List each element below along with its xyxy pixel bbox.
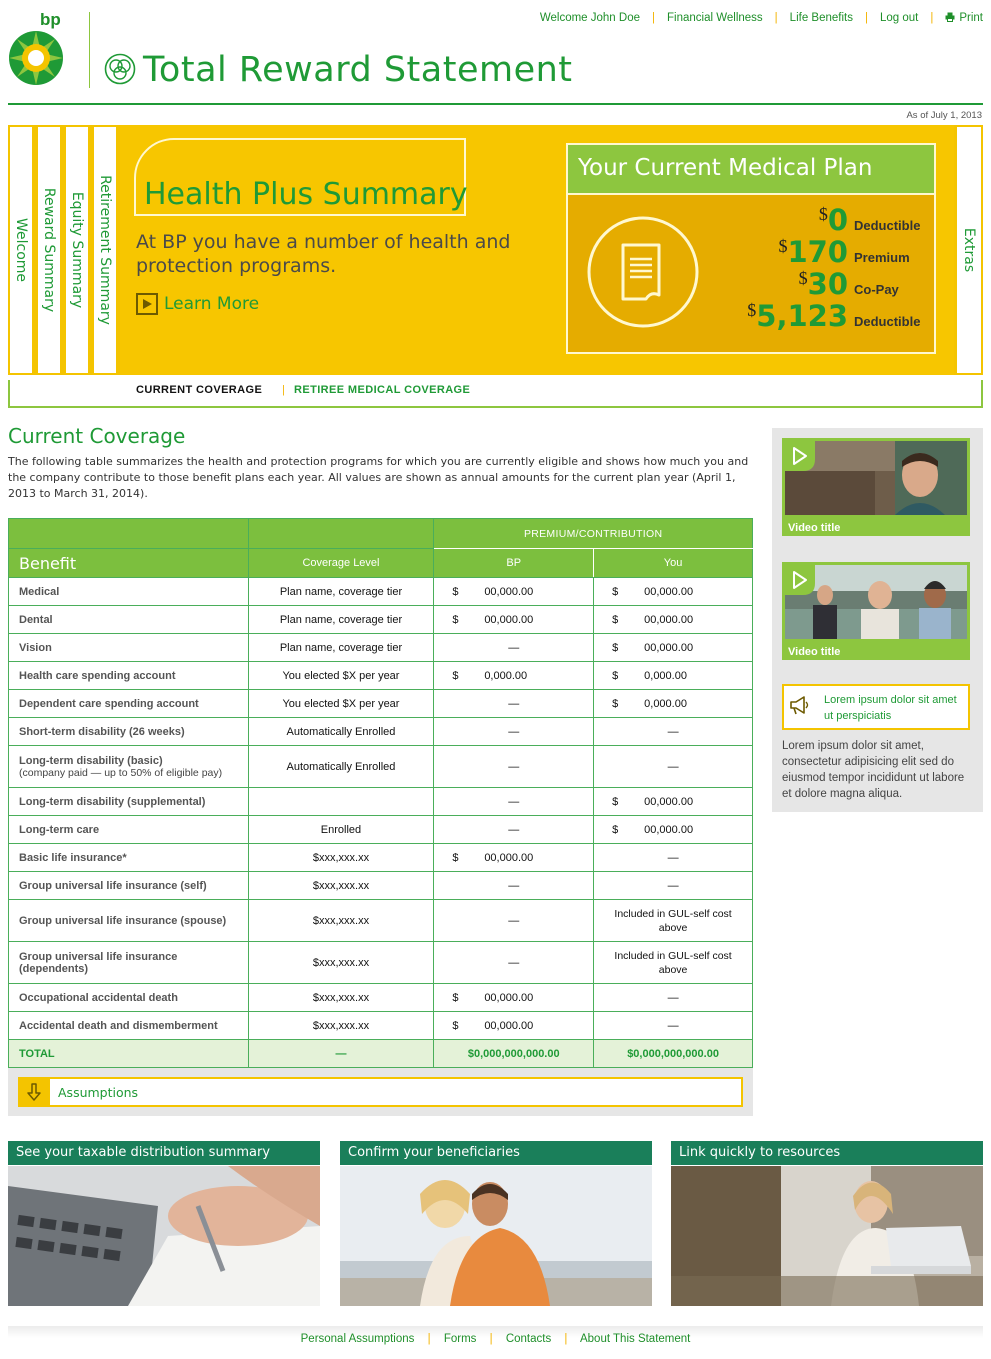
you-cell (594, 900, 753, 942)
coverage-cell: $xxx,xxx.xx (248, 900, 434, 942)
you-amount-cell (594, 662, 753, 690)
header (0, 0, 991, 108)
benefits-table (8, 518, 753, 1068)
page-title: Total Reward Statement (143, 50, 573, 90)
financial-wellness-link[interactable]: Financial Wellness (667, 12, 763, 24)
currency-symbol: $ (612, 585, 619, 598)
table-body (9, 578, 753, 1068)
benefit-cell (9, 662, 249, 690)
plan-label: Deductible (854, 314, 921, 329)
currency-symbol: $ (612, 823, 619, 836)
tab-welcome[interactable] (8, 125, 34, 375)
benefit-name: Medical (19, 585, 60, 598)
bp-amount: 00,000.00 (484, 613, 534, 626)
currency-symbol: $ (747, 300, 757, 320)
print-link[interactable] (945, 12, 983, 24)
tab-label: Extras (961, 227, 977, 273)
benefit-name: Dependent care spending account (19, 697, 199, 710)
tab-retirement-summary[interactable] (92, 125, 118, 375)
currency-symbol: $ (778, 236, 788, 256)
empty-value: — (508, 760, 520, 773)
plan-amount: 170 (787, 235, 848, 269)
top-nav (540, 12, 983, 24)
life-benefits-link[interactable]: Life Benefits (789, 12, 853, 24)
learn-more-link[interactable] (136, 293, 259, 315)
play-arrow-icon (136, 293, 158, 315)
promo-taxable-distribution[interactable] (8, 1141, 320, 1306)
empty-value: — (508, 641, 520, 654)
bp-column-header: BP (434, 549, 594, 578)
logo-wordmark: bp (40, 10, 61, 29)
section-intro: The following table summarizes the health and protection programs for which you are currently eligible and shows how much you and the company contribute to those benefit plans each year. All values are shown as annual amounts for the current plan year (April 1, 2013 to March 31, 2014). (8, 455, 749, 500)
bp-amount: 00,000.00 (484, 851, 534, 864)
plan-label: Premium (854, 250, 910, 265)
table-row (9, 788, 753, 816)
currency-symbol: $ (452, 669, 459, 682)
coverage-cell: Plan name, coverage tier (248, 634, 434, 662)
coverage-cell: $xxx,xxx.xx (248, 1012, 434, 1040)
benefit-name: Health care spending account (19, 669, 176, 682)
empty-value: — (508, 697, 520, 710)
nav-separator: | (774, 12, 778, 24)
table-row (9, 746, 753, 788)
benefit-cell (9, 746, 249, 788)
benefit-cell (9, 942, 249, 984)
benefit-name: Long-term disability (supplemental) (19, 795, 206, 808)
assumptions-bar (8, 1068, 753, 1116)
header-rule (8, 103, 983, 105)
coverage-column-header: Coverage Level (248, 549, 434, 578)
bp-amount: 00,000.00 (484, 585, 534, 598)
promo-heading: Link quickly to resources (671, 1141, 983, 1165)
contacts-link[interactable]: Contacts (505, 1333, 552, 1345)
you-amount-cell (594, 816, 753, 844)
currency-symbol: $ (452, 851, 459, 864)
bp-amount: 00,000.00 (484, 991, 534, 1004)
currency-symbol: $ (612, 641, 619, 654)
you-amount: 00,000.00 (644, 613, 694, 626)
benefit-cell (9, 872, 249, 900)
hero-band (8, 125, 983, 375)
current-medical-plan (566, 143, 936, 354)
coverage-cell (248, 788, 434, 816)
benefit-cell (9, 690, 249, 718)
nav-separator: | (930, 12, 934, 24)
nav-separator: | (864, 12, 868, 24)
bp-cell (434, 816, 594, 844)
currency-symbol: $ (612, 795, 619, 808)
tab-label: Retirement Summary (97, 175, 113, 325)
empty-value: — (667, 991, 679, 1004)
benefit-name: Dental (19, 613, 53, 626)
bp-amount: 0,000.00 (484, 669, 528, 682)
bp-cell (434, 788, 594, 816)
currency-symbol: $ (612, 669, 619, 682)
video-card-1 (772, 428, 983, 552)
you-cell (594, 718, 753, 746)
benefit-name: Group universal life insurance (self) (19, 879, 207, 892)
you-cell (594, 1012, 753, 1040)
table-row (9, 900, 753, 942)
plan-label: Co-Pay (854, 282, 899, 297)
total-coverage: — (248, 1040, 434, 1068)
promo-link-resources[interactable] (671, 1141, 983, 1306)
empty-value: — (508, 795, 520, 808)
bp-amount-cell (434, 606, 594, 634)
currency-symbol: $ (612, 697, 619, 710)
benefit-note: (company paid — up to 50% of eligible pay) (19, 766, 223, 779)
empty-value: — (508, 879, 520, 892)
table-row (9, 844, 753, 872)
writing-hand-image (8, 1166, 320, 1306)
coverage-subtabs (8, 380, 983, 408)
empty-value: — (508, 823, 520, 836)
you-column-header: You (594, 549, 753, 578)
welcome-link[interactable]: Welcome John Doe (539, 12, 640, 24)
total-bp: $0,000,000,000.00 (434, 1040, 594, 1068)
empty-value: — (508, 956, 520, 969)
coverage-cell: Enrolled (248, 816, 434, 844)
arrow-down-icon (18, 1077, 50, 1107)
bp-amount-cell (434, 1012, 594, 1040)
forms-link[interactable]: Forms (443, 1333, 477, 1345)
plan-deductible (708, 203, 928, 237)
coverage-cell: Automatically Enrolled (248, 746, 434, 788)
tab-label: Welcome (13, 217, 29, 283)
empty-value: — (667, 851, 679, 864)
currency-symbol: $ (452, 613, 459, 626)
benefit-cell (9, 718, 249, 746)
empty-value: — (667, 1019, 679, 1032)
you-note: Included in GUL-self cost above (614, 907, 732, 934)
benefit-cell (9, 788, 249, 816)
hero-description: At BP you have a number of health and protection programs. (136, 231, 511, 277)
you-amount: 00,000.00 (644, 641, 694, 654)
benefit-name: Occupational accidental death (19, 991, 178, 1004)
plan-deductible-2 (708, 299, 928, 333)
video-2[interactable] (782, 562, 970, 660)
coverage-cell: Automatically Enrolled (248, 718, 434, 746)
benefit-cell (9, 578, 249, 606)
coverage-cell: Plan name, coverage tier (248, 606, 434, 634)
plan-body (568, 193, 934, 352)
tab-label: Reward Summary (41, 187, 57, 313)
table-row (9, 606, 753, 634)
plan-amount: 0 (827, 203, 848, 237)
header-spacer (248, 519, 434, 549)
you-cell (594, 746, 753, 788)
you-amount-cell (594, 578, 753, 606)
tab-retiree-medical-coverage[interactable]: RETIREE MEDICAL COVERAGE (294, 384, 471, 396)
coverage-cell: You elected $X per year (248, 690, 434, 718)
bp-cell (434, 634, 594, 662)
bp-cell (434, 746, 594, 788)
coverage-cell: You elected $X per year (248, 662, 434, 690)
you-amount-cell (594, 788, 753, 816)
promo-heading: See your taxable distribution summary (8, 1141, 320, 1165)
currency-symbol: $ (612, 613, 619, 626)
benefit-cell (9, 984, 249, 1012)
tab-equity-summary[interactable] (64, 125, 90, 375)
benefit-cell (9, 1012, 249, 1040)
promo-text: Lorem ipsum dolor sit amet, consectetur adipisicing elit sed do eiusmod tempor incididunt ut labore et dolore magna aliqua. (782, 740, 965, 800)
coverage-cell: $xxx,xxx.xx (248, 984, 434, 1012)
promo-heading: Confirm your beneficiaries (340, 1141, 652, 1165)
bp-amount: 00,000.00 (484, 1019, 534, 1032)
benefit-name: Long-term disability (basic) (19, 754, 163, 767)
coverage-cell: $xxx,xxx.xx (248, 942, 434, 984)
promo-confirm-beneficiaries[interactable] (340, 1141, 652, 1306)
you-amount: 00,000.00 (644, 585, 694, 598)
currency-symbol: $ (798, 268, 808, 288)
health-plus-panel (120, 125, 954, 375)
about-statement-link[interactable]: About This Statement (579, 1333, 691, 1345)
nav-separator: | (652, 12, 655, 24)
benefit-name: Basic life insurance* (19, 851, 127, 864)
tab-separator: | (282, 384, 285, 396)
learn-more-label: Learn More (164, 294, 260, 314)
plan-title: Your Current Medical Plan (568, 145, 934, 193)
benefit-name: Group universal life insurance (dependents) (19, 950, 178, 975)
bp-cell (434, 690, 594, 718)
header-divider (89, 12, 90, 88)
tab-current-coverage[interactable]: CURRENT COVERAGE (136, 384, 263, 396)
as-of-date: As of July 1, 2013 (906, 110, 982, 121)
table-row (9, 578, 753, 606)
rings-icon (104, 53, 136, 85)
plan-label: Deductible (854, 218, 921, 233)
benefit-name: Vision (19, 641, 52, 654)
footer-nav (0, 1333, 991, 1345)
currency-symbol: $ (452, 585, 459, 598)
section-title: Current Coverage (8, 424, 186, 448)
video-1[interactable] (782, 438, 970, 536)
table-row (9, 718, 753, 746)
table-row (9, 662, 753, 690)
video-title: Video title (788, 522, 841, 534)
currency-symbol: $ (452, 1019, 459, 1032)
play-icon (785, 441, 815, 471)
bp-amount-cell (434, 662, 594, 690)
plan-amount: 30 (807, 267, 848, 301)
plan-copay (708, 267, 928, 301)
play-icon (785, 565, 815, 595)
promo-card (772, 674, 983, 812)
print-label: Print (959, 12, 983, 24)
benefit-name: Accidental death and dismemberment (19, 1019, 218, 1032)
promo-link[interactable] (782, 684, 970, 730)
you-cell (594, 942, 753, 984)
benefit-cell (9, 900, 249, 942)
total-label: TOTAL (9, 1040, 249, 1068)
tab-extras[interactable] (955, 125, 983, 375)
table-row (9, 1012, 753, 1040)
benefit-name: Group universal life insurance (spouse) (19, 914, 227, 927)
bp-amount-cell (434, 844, 594, 872)
benefit-cell (9, 844, 249, 872)
empty-value: — (667, 725, 679, 738)
assumptions-label: Assumptions (58, 1084, 139, 1100)
promo-title: Lorem ipsum dolor sit amet ut perspiciatis (824, 694, 957, 722)
you-amount-cell (594, 690, 753, 718)
currency-symbol: $ (452, 991, 459, 1004)
hero-title: Health Plus Summary (144, 177, 468, 212)
bp-cell (434, 900, 594, 942)
plan-amount: 5,123 (756, 299, 848, 333)
you-amount: 0,000.00 (644, 697, 687, 710)
bp-amount-cell (434, 984, 594, 1012)
you-cell (594, 872, 753, 900)
megaphone-icon (788, 694, 810, 716)
you-cell (594, 984, 753, 1012)
table-row (9, 942, 753, 984)
table-row (9, 816, 753, 844)
empty-value: — (508, 914, 520, 927)
table-row (9, 872, 753, 900)
currency-symbol: $ (818, 204, 828, 224)
bp-cell (434, 872, 594, 900)
you-amount: 00,000.00 (644, 823, 694, 836)
benefit-column-header: Benefit (9, 549, 249, 578)
personal-assumptions-link[interactable]: Personal Assumptions (300, 1333, 415, 1345)
tab-label: Equity Summary (69, 191, 85, 309)
table-header-row (9, 519, 753, 549)
table-row (9, 634, 753, 662)
table-row (9, 984, 753, 1012)
you-amount-cell (594, 606, 753, 634)
footer-separator: | (564, 1333, 568, 1345)
benefit-cell (9, 606, 249, 634)
you-note: Included in GUL-self cost above (614, 949, 732, 976)
assumptions-button[interactable] (18, 1077, 743, 1107)
you-amount: 00,000.00 (644, 795, 694, 808)
you-amount-cell (594, 634, 753, 662)
table-header-row (9, 549, 753, 578)
benefit-name: Short-term disability (26 weeks) (19, 725, 185, 738)
header-spacer (9, 519, 249, 549)
coverage-cell: $xxx,xxx.xx (248, 872, 434, 900)
printer-icon (945, 12, 955, 22)
coverage-cell: Plan name, coverage tier (248, 578, 434, 606)
benefit-cell (9, 816, 249, 844)
woman-laptop-image (671, 1166, 983, 1306)
total-you: $0,000,000,000.00 (594, 1040, 753, 1068)
logout-link[interactable]: Log out (879, 12, 919, 24)
bp-cell (434, 942, 594, 984)
video-title: Video title (788, 646, 841, 658)
benefit-name: Long-term care (19, 823, 100, 836)
total-row (9, 1040, 753, 1068)
tab-reward-summary[interactable] (36, 125, 62, 375)
couple-image (340, 1166, 652, 1306)
table-row (9, 690, 753, 718)
coverage-cell: $xxx,xxx.xx (248, 844, 434, 872)
video-card-2 (772, 552, 983, 674)
empty-value: — (667, 760, 679, 773)
document-icon (586, 215, 700, 329)
bp-amount-cell (434, 578, 594, 606)
footer-separator: | (427, 1333, 431, 1345)
benefit-cell (9, 634, 249, 662)
empty-value: — (667, 879, 679, 892)
plan-premium (708, 235, 928, 269)
you-cell (594, 844, 753, 872)
footer-separator: | (489, 1333, 493, 1345)
premium-contribution-header: PREMIUM/CONTRIBUTION (434, 519, 753, 549)
bp-cell (434, 718, 594, 746)
you-amount: 0,000.00 (644, 669, 687, 682)
empty-value: — (508, 725, 520, 738)
